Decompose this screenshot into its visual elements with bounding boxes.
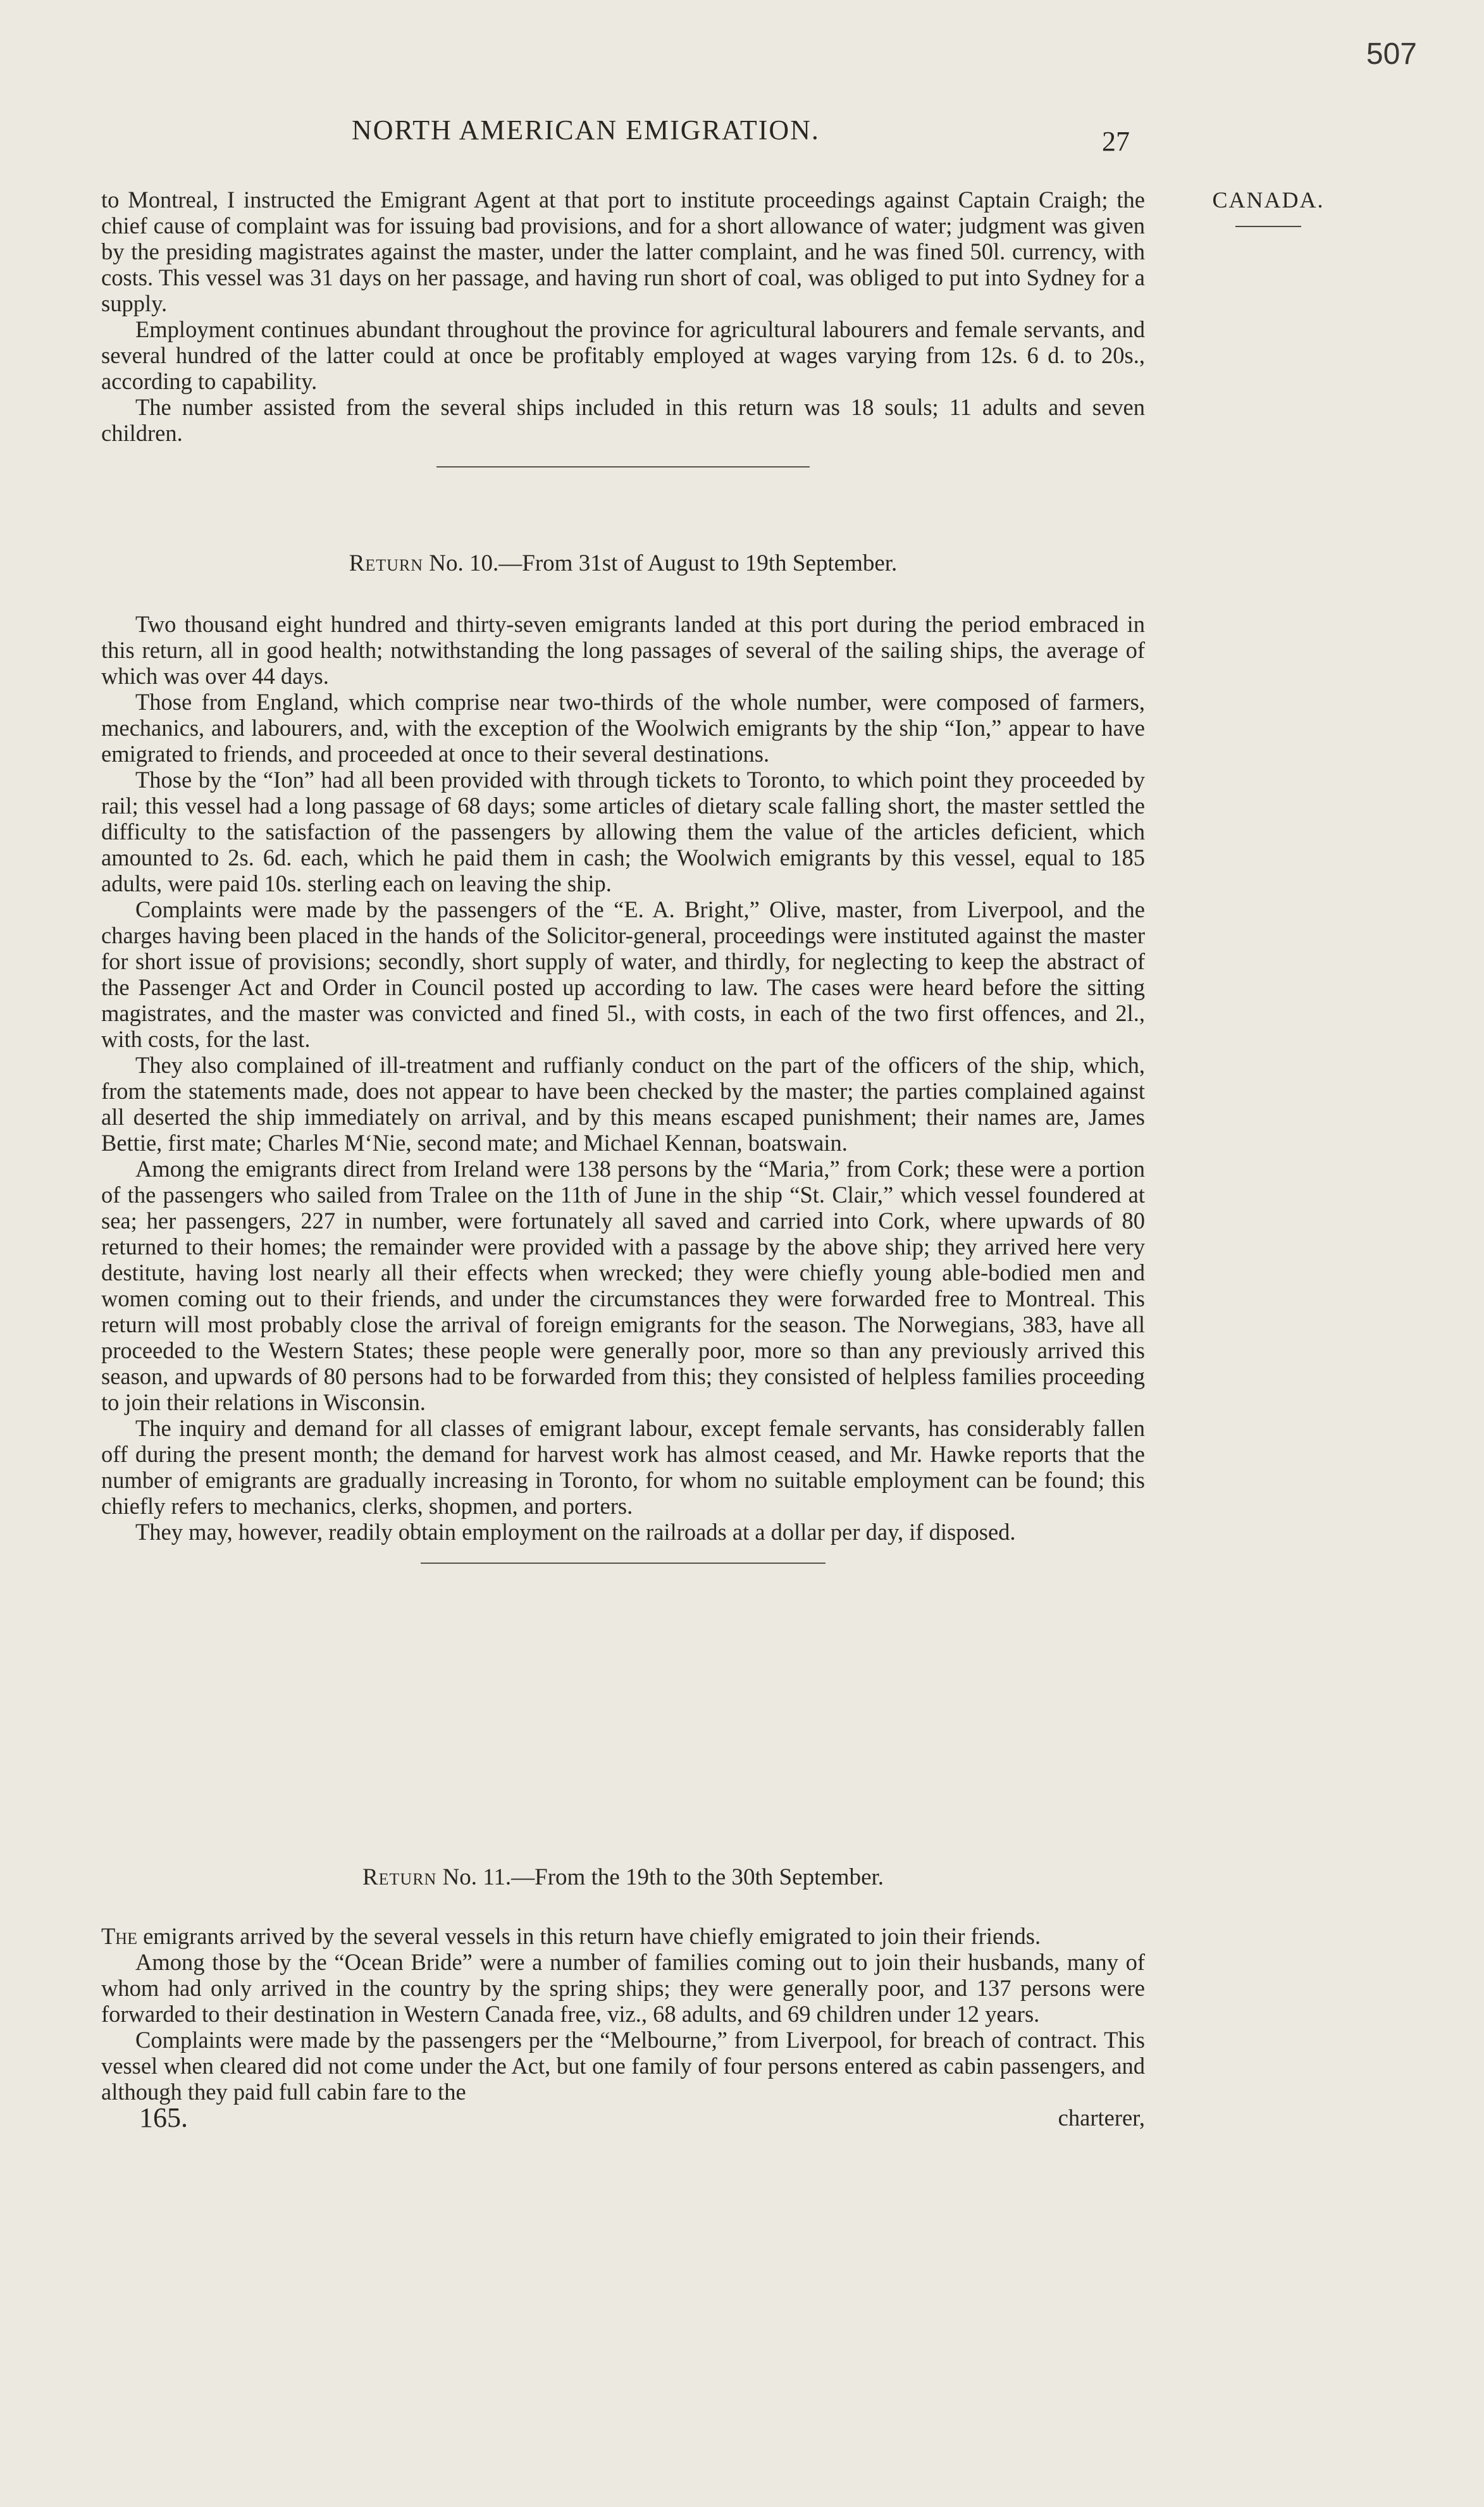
intro-paragraph: The number assisted from the several ships included in this return was 18 souls; 11 adults and seven children. xyxy=(101,394,1145,446)
body-paragraph: Among those by the “Ocean Bride” were a number of families coming out to join their husbands, many of whom had only arrived in the country by the spring ships; they were generally poor, and 137 persons were forwarded to their destination in Western Canada free, viz., 68 adults, and 69 children under 12 years. xyxy=(101,1949,1145,2027)
body-paragraph: Among the emigrants direct from Ireland were 138 persons by the “Maria,” from Cork; these were a portion of the passengers who sailed from Tralee on the 11th of June in the ship “St. Clair,” which vessel foundered at sea; her passengers, 227 in number, were fortunately all saved and carried into Cork, where upwards of 80 returned to their homes; the remainder were provided with a passage by the above ship; they arrived here very destitute, having lost nearly all their effects when wrecked; they were chiefly young able-bodied men and women coming out to their friends, and under the circumstances they were forwarded free to Montreal. This return will most probably close the arrival of foreign emigrants for the season. The Norwegians, 383, have all proceeded to the Western States; these people were generally poor, more so than any previously arrived this season, and upwards of 80 persons had to be forwarded from this; they consisted of helpless families proceeding to join their relations in Wisconsin. xyxy=(101,1156,1145,1415)
body-paragraph: Those by the “Ion” had all been provided with through tickets to Toronto, to which point they proceeded by rail; this vessel had a long passage of 68 days; some articles of dietary scale falling short, the master settled the difficulty to the satisfaction of the passengers by allowing them the value of the articles deficient, which amounted to 2s. 6d. each, which he paid them in cash; the Woolwich emigrants by this vessel, equal to 185 adults, were paid 10s. sterling each on leaving the ship. xyxy=(101,767,1145,896)
body-text: emigrants arrived by the several vessels in this return have chiefly emigrated to join their friends. xyxy=(137,1923,1041,1949)
margin-note-label: CANADA. xyxy=(1212,187,1325,213)
running-head: NORTH AMERICAN EMIGRATION. xyxy=(352,115,820,145)
return-10-section xyxy=(101,550,1145,1564)
intro-paragraph: Employment continues abundant throughout the province for agricultural labourers and female servants, and several hundred of the latter could at once be profitably employed at wages varying from 12s. 6 d. to 20s., according to capability. xyxy=(101,316,1145,394)
return-11-section xyxy=(101,1864,1145,2131)
body-paragraph: Two thousand eight hundred and thirty-seven emigrants landed at this port during the period embraced in this return, all in good health; notwithstanding the long passages of several of the sailing ships, the average of which was over 44 days. xyxy=(101,611,1145,689)
body-paragraph: Complaints were made by the passengers of the “E. A. Bright,” Olive, master, from Liverpool, and the charges having been placed in the hands of the Solicitor-general, proceedings were instituted against the master for short issue of provisions; secondly, short supply of water, and thirdly, for neglecting to keep the abstract of the Passenger Act and Order in Council posted up according to law. The cases were heard before the sitting magistrates, and the master was convicted and fined 5l., with costs, in each of the two first offences, and 2l., with costs, for the last. xyxy=(101,896,1145,1052)
section-divider xyxy=(436,466,810,467)
intro-block xyxy=(101,187,1145,467)
drop-word: The xyxy=(101,1923,137,1949)
heading-text: No. 11.—From the 19th to the 30th September. xyxy=(442,1864,884,1890)
margin-note xyxy=(1183,187,1354,227)
heading-prefix: Return xyxy=(362,1864,437,1890)
body-paragraph: The inquiry and demand for all classes of emigrant labour, except female servants, has considerably fallen off during the present month; the demand for harvest work has almost ceased, and Mr. Hawke reports that the number of emigrants are gradually increasing in Toronto, for whom no suitable employment can be found; this chiefly refers to mechanics, clerks, shopmen, and porters. xyxy=(101,1415,1145,1519)
heading-prefix: Return xyxy=(349,550,424,576)
folio-number: 507 xyxy=(1366,37,1417,71)
heading-text: No. 10.—From 31st of August to 19th September. xyxy=(429,550,898,576)
section-divider xyxy=(421,1563,825,1564)
body-paragraph: They may, however, readily obtain employment on the railroads at a dollar per day, if disposed. xyxy=(135,1519,1016,1545)
body-paragraph xyxy=(101,1923,1145,1949)
margin-rule xyxy=(1235,226,1301,227)
body-paragraph: Complaints were made by the passengers per the “Melbourne,” from Liverpool, for breach of contract. This vessel when cleared did not come under the Act, but one family of four persons entered as cabin passengers, and although they paid full cabin fare to the xyxy=(101,2027,1145,2105)
page-number: 27 xyxy=(1102,126,1130,157)
intro-paragraph: to Montreal, I instructed the Emigrant Agent at that port to institute proceedings against Captain Craigh; the chief cause of complaint was for issuing bad provisions, and for a short allowance of water; judgment was given by the presiding magistrates against the master, under the latter complaint, and he was fined 50l. currency, with costs. This vessel was 31 days on her passage, and having run short of coal, was obliged to put into Sydney for a supply. xyxy=(101,187,1145,316)
section-heading xyxy=(101,550,1145,576)
catchword: charterer, xyxy=(1058,2105,1145,2131)
signature-mark: 165. xyxy=(139,2102,188,2133)
body-paragraph: They also complained of ill-treatment and ruffianly conduct on the part of the officers of the ship, which, from the statements made, does not appear to have been checked by the master; the parties complained against all deserted the ship immediately on arrival, and by this means escaped punishment; their names are, James Bettie, first mate; Charles M‘Nie, second mate; and Michael Kennan, boatswain. xyxy=(101,1052,1145,1156)
body-paragraph: Those from England, which comprise near two-thirds of the whole number, were composed of farmers, mechanics, and labourers, and, with the exception of the Woolwich emigrants by the ship “Ion,” appear to have emigrated to friends, and proceeded at once to their several destinations. xyxy=(101,689,1145,767)
section-heading xyxy=(101,1864,1145,1890)
page-foot xyxy=(101,2102,1145,2133)
